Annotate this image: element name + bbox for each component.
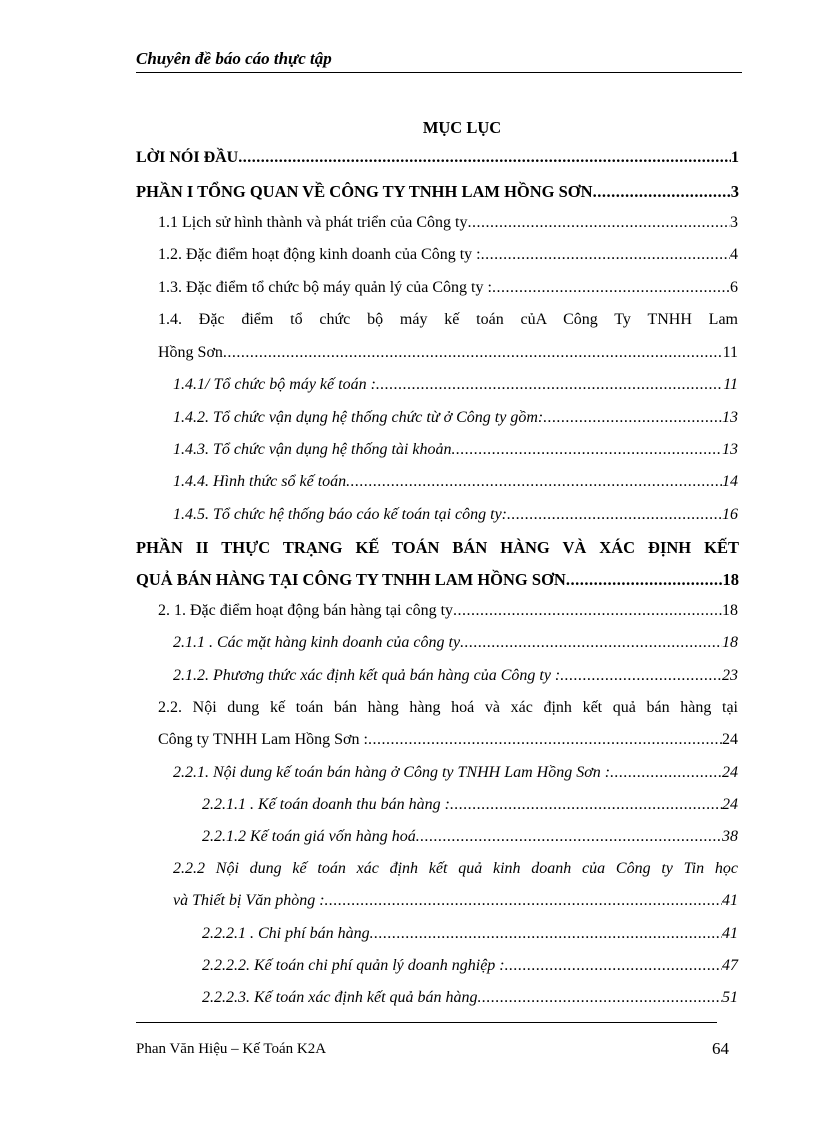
toc-entry-page: 13	[722, 409, 738, 426]
toc-entry-2-2-1[interactable]	[173, 764, 738, 782]
toc-entry-label: 2.2.1. Nội dung kế toán bán hàng ở Công ty TNHH Lam Hồng Sơn :	[173, 764, 611, 781]
toc-entry-label: 1.4.5. Tổ chức hệ thống báo cáo kế toán tại công ty:	[173, 506, 507, 523]
toc-entry-page: 16	[722, 506, 738, 523]
toc-entry-page: 51	[722, 989, 738, 1006]
toc-entry-label: 2. 1. Đặc điểm hoạt động bán hàng tại công ty	[158, 602, 454, 619]
toc-entry-label: 2.2.2.1 . Chi phí bán hàng	[202, 925, 370, 942]
toc-entry-label: 2.1.1 . Các mặt hàng kinh doanh của công ty	[173, 634, 461, 651]
toc-entry-label: 1.4.4. Hình thức sổ kế toán	[173, 473, 347, 490]
toc-entry-page: 14	[722, 473, 738, 490]
toc-leader	[492, 279, 730, 297]
toc-entry-1-4-4[interactable]	[173, 473, 738, 491]
toc-leader	[453, 602, 722, 620]
toc-entry-page: 3	[730, 214, 738, 231]
footer-rule	[136, 1022, 717, 1023]
toc-entry-page: 38	[722, 828, 738, 845]
toc-leader	[376, 376, 723, 394]
toc-leader	[325, 892, 722, 910]
toc-entry-page: 24	[722, 796, 738, 813]
toc-entry-page: 6	[730, 279, 738, 296]
toc-leader	[505, 957, 722, 975]
toc-entry-label: 1.2. Đặc điểm hoạt động kinh doanh của Công ty :	[158, 246, 481, 263]
toc-leader	[346, 473, 722, 491]
toc-entry-1-1[interactable]	[158, 214, 738, 232]
toc-leader	[368, 731, 722, 749]
header-title: Chuyên đề báo cáo thực tập	[136, 49, 332, 68]
toc-entry-page: 24	[722, 764, 738, 781]
toc-leader	[416, 828, 722, 846]
toc-leader	[468, 214, 731, 232]
toc-entry-page: 18	[722, 602, 738, 619]
toc-title: MỤC LỤC	[422, 118, 502, 137]
footer-author: Phan Văn Hiệu – Kế Toán K2A	[136, 1041, 327, 1057]
toc-leader	[451, 441, 722, 459]
toc-entry-label: 1.3. Đặc điểm tổ chức bộ máy quản lý của Công ty :	[158, 279, 492, 296]
toc-leader	[460, 634, 722, 652]
toc-entry-label: 2.2.1.2 Kế toán giá vốn hàng hoá	[202, 828, 416, 845]
toc-entry-1-4-1[interactable]	[173, 376, 738, 394]
toc-entry-2-2-1-2[interactable]	[202, 828, 738, 846]
toc-entry-label: và Thiết bị Văn phòng :	[173, 892, 325, 909]
toc-entry-2-2[interactable]	[158, 731, 738, 749]
toc-entry-1-4[interactable]	[158, 344, 738, 362]
toc-leader	[481, 246, 730, 264]
toc-entry-2-2-2-2[interactable]	[202, 957, 738, 975]
toc-leader	[566, 570, 723, 590]
toc-entry-2-2-2-1[interactable]	[202, 925, 738, 943]
toc-leader	[507, 506, 722, 524]
toc-leader	[560, 667, 722, 685]
toc-entry-2-2-2[interactable]	[173, 892, 738, 910]
toc-entry-2-1-2[interactable]	[173, 667, 738, 685]
toc-entry-2-2-1-1[interactable]	[202, 796, 738, 814]
toc-entry-label: 1.4.2. Tổ chức vận dụng hệ thống chức từ ở Công ty gồm:	[173, 409, 544, 426]
toc-entry-loi-noi-dau[interactable]	[136, 149, 739, 167]
toc-entry-page: 11	[723, 376, 738, 393]
toc-entry-1-3[interactable]	[158, 279, 738, 297]
toc-entry-page: 3	[730, 182, 739, 201]
toc-entry-page: 41	[722, 925, 738, 942]
toc-entry-page: 41	[722, 892, 738, 909]
toc-entry-1-4-3[interactable]	[173, 441, 738, 459]
toc-entry-1-4-2[interactable]	[173, 409, 738, 427]
toc-entry-2-2-line1[interactable]: 2.2. Nội dung kế toán bán hàng hàng hoá và xác định kết quả bán hàng tại	[158, 699, 738, 716]
toc-entry-2-2-2-line1[interactable]: 2.2.2 Nội dung kế toán xác định kết quả kinh doanh của Công ty Tin học	[173, 860, 738, 877]
page-number: 64	[712, 1039, 729, 1058]
toc-entry-label: Hồng Sơn	[158, 344, 223, 361]
toc-entry-page: 1	[731, 149, 739, 166]
toc-leader	[370, 925, 722, 943]
toc-entry-label: PHẦN I TỔNG QUAN VỀ CÔNG TY TNHH LAM HỒNG SƠN	[136, 182, 593, 201]
toc-entry-label: 1.1 Lịch sử hình thành và phát triển của Công ty	[158, 214, 468, 231]
toc-entry-phan-1[interactable]	[136, 182, 739, 202]
toc-entry-page: 24	[722, 731, 738, 748]
toc-entry-page: 47	[722, 957, 738, 974]
toc-entry-label: Công ty TNHH Lam Hồng Sơn :	[158, 731, 368, 748]
toc-leader	[593, 182, 731, 202]
toc-entry-label: QUẢ BÁN HÀNG TẠI CÔNG TY TNHH LAM HỒNG SƠN	[136, 570, 566, 589]
toc-leader	[478, 989, 722, 1007]
toc-leader	[223, 344, 723, 362]
toc-entry-label: 2.1.2. Phương thức xác định kết quả bán hàng của Công ty :	[173, 667, 561, 684]
toc-entry-label: LỜI NÓI ĐẦU	[136, 149, 239, 166]
header-rule	[136, 72, 742, 73]
toc-entry-page: 18	[722, 634, 738, 651]
toc-entry-phan-2[interactable]	[136, 570, 739, 590]
toc-leader	[610, 764, 722, 782]
toc-entry-label: 1.4.3. Tổ chức vận dụng hệ thống tài khoản	[173, 441, 452, 458]
toc-leader	[450, 796, 722, 814]
toc-entry-page: 23	[722, 667, 738, 684]
toc-leader	[238, 149, 731, 167]
toc-entry-phan-2-line1[interactable]: PHẦN II THỰC TRẠNG KẾ TOÁN BÁN HÀNG VÀ XÁC ĐỊNH KẾT	[136, 538, 739, 557]
toc-entry-label: 2.2.1.1 . Kế toán doanh thu bán hàng :	[202, 796, 450, 813]
toc-entry-1-4-line1[interactable]: 1.4. Đặc điểm tổ chức bộ máy kế toán củA Công Ty TNHH Lam	[158, 311, 738, 328]
toc-entry-label: 2.2.2.3. Kế toán xác định kết quả bán hàng	[202, 989, 478, 1006]
toc-entry-page: 18	[722, 570, 739, 589]
toc-entry-page: 11	[722, 344, 738, 361]
toc-entry-2-1-1[interactable]	[173, 634, 738, 652]
toc-leader	[543, 409, 722, 427]
toc-entry-label: 2.2.2.2. Kế toán chi phí quản lý doanh nghiệp :	[202, 957, 505, 974]
toc-entry-label: 1.4.1/ Tổ chức bộ máy kế toán :	[173, 376, 376, 393]
toc-entry-page: 4	[730, 246, 738, 263]
toc-entry-page: 13	[722, 441, 738, 458]
toc-entry-1-4-5[interactable]	[173, 506, 738, 524]
toc-entry-1-2[interactable]	[158, 246, 738, 264]
toc-entry-2-2-2-3[interactable]	[202, 989, 738, 1007]
toc-entry-2-1[interactable]	[158, 602, 738, 620]
